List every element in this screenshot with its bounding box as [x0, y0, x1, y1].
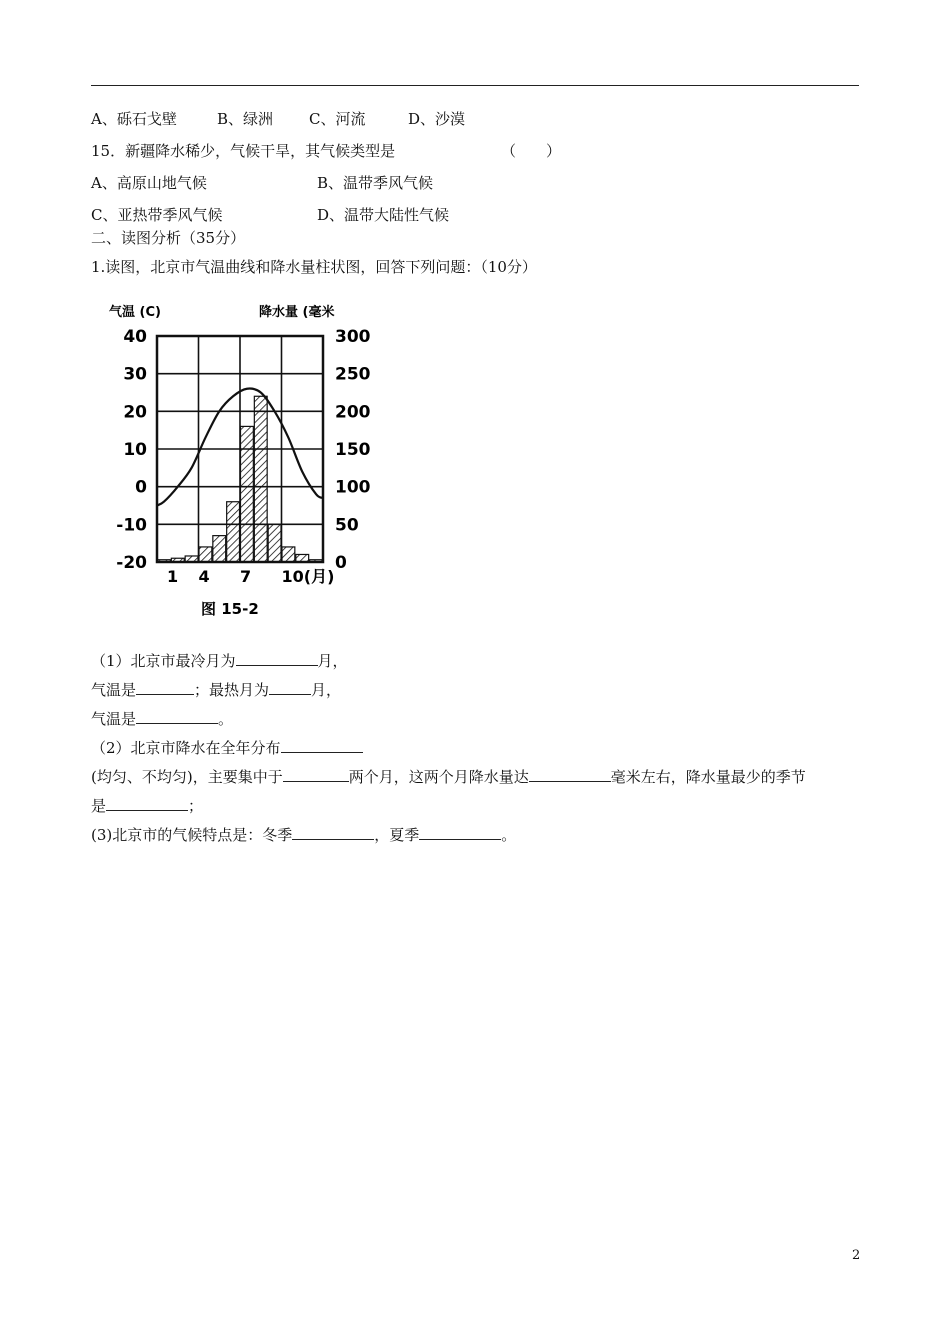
precip-bar — [254, 396, 267, 562]
q14-options — [91, 110, 465, 128]
left-tick-label: -10 — [116, 515, 147, 536]
sub2-c-end: ； — [188, 797, 204, 815]
right-tick-label: 100 — [335, 477, 371, 498]
blank-precip-amount[interactable] — [529, 767, 611, 782]
q14-option-b: B、绿洲 — [217, 110, 274, 128]
left-tick-label: 10 — [123, 440, 147, 460]
blank-hottest-month[interactable] — [269, 680, 311, 695]
q14-option-d: D、沙漠 — [408, 110, 466, 128]
left-tick-label: -20 — [116, 553, 147, 573]
precip-bar — [296, 554, 309, 562]
sub1-c-text: 气温是 — [91, 710, 137, 728]
q15-answer-paren: （ ） — [501, 142, 562, 160]
sub1-b-text: 气温是 — [91, 681, 137, 699]
sub2-b3: 毫米左右，降水量最少的季节 — [610, 768, 806, 786]
x-tick-label: 4 — [198, 567, 210, 586]
sub2-line-c — [91, 796, 203, 815]
blank-precip-distribution[interactable] — [281, 738, 363, 753]
blank-winter-feature[interactable] — [292, 825, 374, 840]
sub1-line-b — [91, 680, 341, 699]
precip-bar — [213, 536, 226, 562]
q14-option-c: C、河流 — [309, 110, 366, 128]
q15-stem: 15．新疆降水稀少，气候干旱，其气候类型是 — [91, 142, 396, 160]
q1-title: 1.读图，北京市气温曲线和降水量柱状图，回答下列问题：（10分） — [91, 258, 537, 276]
left-tick-label: 30 — [123, 364, 147, 385]
sub1-line-a — [91, 651, 348, 670]
blank-wet-months[interactable] — [283, 767, 349, 782]
sub2-b1: (均匀、不均匀)，主要集中于 — [91, 768, 283, 786]
sub1-b-end: 月， — [311, 681, 342, 699]
q15-option-a: A、高原山地气候 — [91, 174, 207, 192]
blank-driest-season[interactable] — [106, 796, 188, 811]
q15-option-c: C、亚热带季风气候 — [91, 206, 223, 224]
precip-bar — [282, 547, 295, 562]
section2-title: 二、读图分析（35分） — [91, 229, 246, 247]
sub2-b2: 两个月，这两个月降水量达 — [348, 768, 529, 786]
right-tick-label: 250 — [335, 364, 371, 385]
left-tick-label: 20 — [123, 402, 147, 423]
q14-option-a: A、砾石戈壁 — [91, 110, 177, 128]
sub3-mid: ，夏季 — [374, 826, 420, 844]
left-tick-label: 0 — [135, 477, 147, 498]
q15-options-row2 — [91, 206, 449, 224]
sub1-line-c — [91, 709, 233, 728]
precip-bar — [199, 547, 212, 562]
header-rule — [91, 85, 859, 86]
q15-option-b: B、温带季风气候 — [317, 174, 434, 192]
x-tick-label: 1 — [167, 567, 179, 586]
q15-option-d: D、温带大陆性气候 — [317, 206, 450, 224]
climate-chart-svg — [91, 296, 371, 624]
right-tick-label: 150 — [335, 440, 371, 460]
sub2-line-b — [91, 767, 806, 786]
sub2-a-text: （2）北京市降水在全年分布 — [91, 739, 281, 757]
right-axis-label: 降水量 (毫米 — [259, 305, 335, 320]
sub3-a-text: (3)北京市的气候特点是：冬季 — [91, 826, 293, 844]
precip-bar — [268, 524, 281, 562]
x-tick-label: 7 — [240, 567, 252, 586]
sub3-line — [91, 825, 516, 844]
precip-bar — [158, 560, 171, 562]
sub1-a-end: 月， — [317, 652, 348, 670]
blank-coldest-temp[interactable] — [136, 680, 194, 695]
precip-bar — [185, 556, 198, 562]
q15-stem-line — [91, 142, 561, 160]
sub1-a-text: （1）北京市最冷月为 — [91, 652, 236, 670]
precip-bar — [310, 560, 323, 562]
precip-bar — [241, 426, 254, 562]
q15-options-row1 — [91, 174, 433, 192]
left-axis-label: 气温 (C) — [109, 305, 161, 320]
page-number: 2 — [852, 1248, 861, 1263]
left-tick-label: 40 — [123, 327, 147, 347]
sub3-end: 。 — [501, 826, 517, 844]
sub1-b-mid: ；最热月为 — [194, 681, 270, 699]
right-tick-label: 200 — [335, 402, 371, 423]
right-tick-label: 50 — [335, 515, 359, 536]
chart-caption: 图 15-2 — [201, 600, 259, 618]
sub2-line-a — [91, 738, 363, 757]
blank-hottest-temp[interactable] — [136, 709, 218, 724]
blank-summer-feature[interactable] — [419, 825, 501, 840]
x-tick-label: 10(月) — [281, 567, 335, 586]
blank-coldest-month[interactable] — [236, 651, 318, 666]
sub1-c-end: 。 — [218, 710, 234, 728]
right-tick-label: 300 — [335, 327, 371, 347]
precip-bar — [171, 558, 184, 562]
climate-chart — [91, 296, 371, 624]
precip-bar — [227, 502, 240, 562]
right-tick-label: 0 — [335, 553, 347, 573]
sub2-c-text: 是 — [91, 797, 107, 815]
